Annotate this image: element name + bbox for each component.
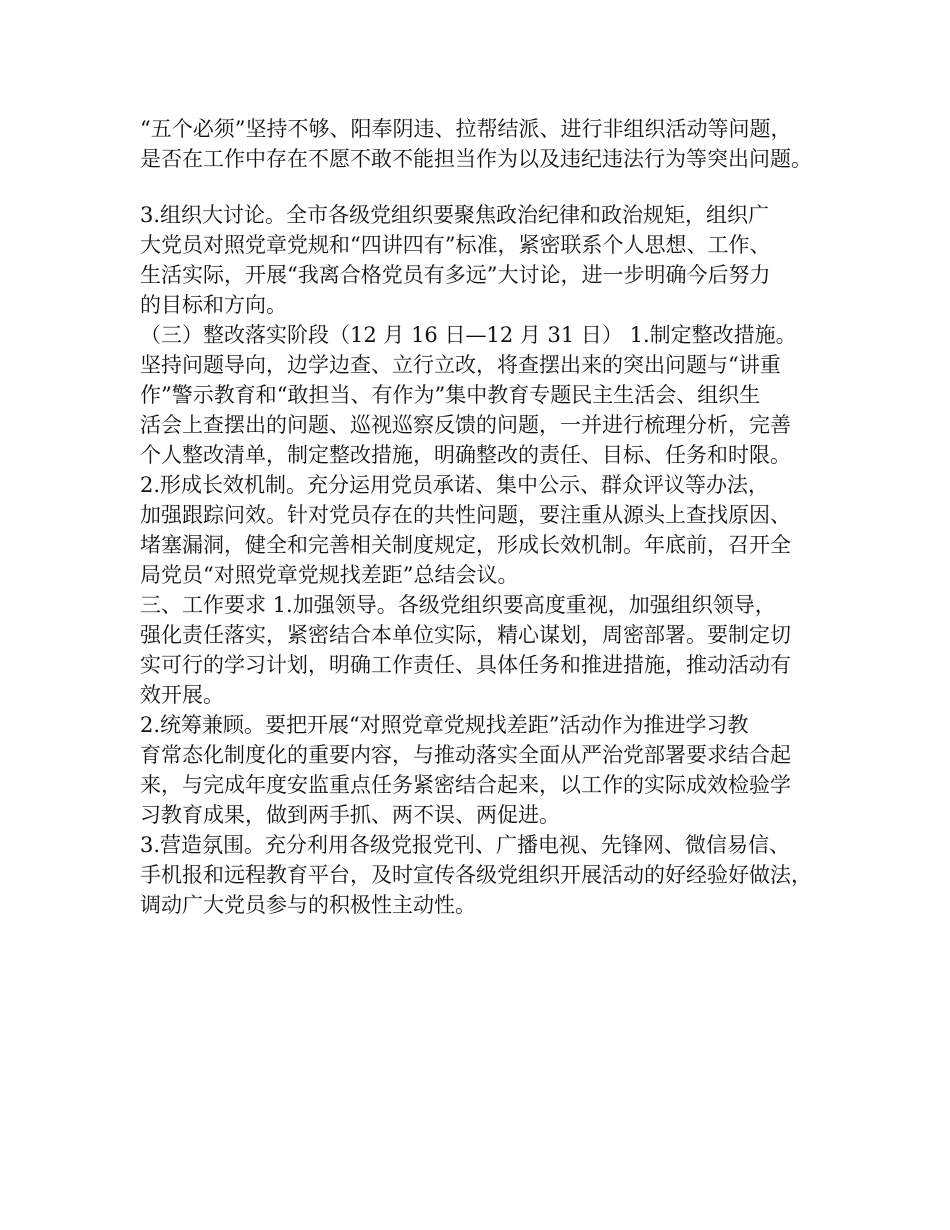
text-line: 是否在工作中存在不愿不敢不能担当作为以及违纪违法行为等突出问题。 <box>140 147 812 171</box>
text-line: 活会上查摆出的问题、巡视巡察反馈的问题，一并进行梳理分析，完善 <box>140 413 791 437</box>
text-line: 习教育成果，做到两手抓、两不误、两促进。 <box>140 803 560 827</box>
text-line: 来，与完成年度安监重点任务紧密结合起来，以工作的实际成效检验学 <box>140 773 791 797</box>
text-line: 2.形成长效机制。充分运用党员承诺、集中公示、群众评议等办法， <box>140 473 770 497</box>
text-line: 效开展。 <box>140 683 224 707</box>
text-line: 的目标和方向。 <box>140 293 287 317</box>
text-line: 作”警示教育和“敢担当、有作为”集中教育专题民主生活会、组织生 <box>140 383 761 407</box>
text-line: （三）整改落实阶段（12 月 16 日—12 月 31 日） 1.制定整改措施。 <box>140 323 797 347</box>
text-line: 实可行的学习计划，明确工作责任、具体任务和推进措施，推动活动有 <box>140 653 791 677</box>
paragraph-gap <box>140 174 830 200</box>
text-line: 3.营造氛围。充分利用各级党报党刊、广播电视、先锋网、微信易信、 <box>140 833 791 857</box>
text-line: “五个必须”坚持不够、阳奉阴违、拉帮结派、进行非组织活动等问题， <box>140 117 792 141</box>
text-line: 堵塞漏洞，健全和完善相关制度规定，形成长效机制。年底前，召开全 <box>140 533 791 557</box>
text-line: 强化责任落实，紧密结合本单位实际，精心谋划，周密部署。要制定切 <box>140 623 791 647</box>
text-line: 调动广大党员参与的积极性主动性。 <box>140 893 476 917</box>
text-line: 3.组织大讨论。全市各级党组织要聚焦政治纪律和政治规矩，组织广 <box>140 203 770 227</box>
text-line: 生活实际，开展“我离合格党员有多远”大讨论，进一步明确今后努力 <box>140 263 771 287</box>
text-line: 手机报和远程教育平台，及时宣传各级党组织开展活动的好经验好做法， <box>140 863 812 887</box>
text-line: 局党员“对照党章党规找差距”总结会议。 <box>140 563 519 587</box>
text-line: 加强跟踪问效。针对党员存在的共性问题，要注重从源头上查找原因、 <box>140 503 791 527</box>
text-line: 个人整改清单，制定整改措施，明确整改的责任、目标、任务和时限。 <box>140 443 791 467</box>
text-line: 三、工作要求 1.加强领导。各级党组织要高度重视，加强组织领导， <box>140 593 776 617</box>
document-body <box>140 114 830 920</box>
text-line: 2.统筹兼顾。要把开展“对照党章党规找差距”活动作为推进学习教 <box>140 713 749 737</box>
text-line: 坚持问题导向，边学边查、立行立改，将查摆出来的突出问题与“讲重 <box>140 353 781 377</box>
text-line: 育常态化制度化的重要内容，与推动落实全面从严治党部署要求结合起 <box>140 743 791 767</box>
text-line: 大党员对照党章党规和“四讲四有”标准，紧密联系个人思想、工作、 <box>140 233 771 257</box>
